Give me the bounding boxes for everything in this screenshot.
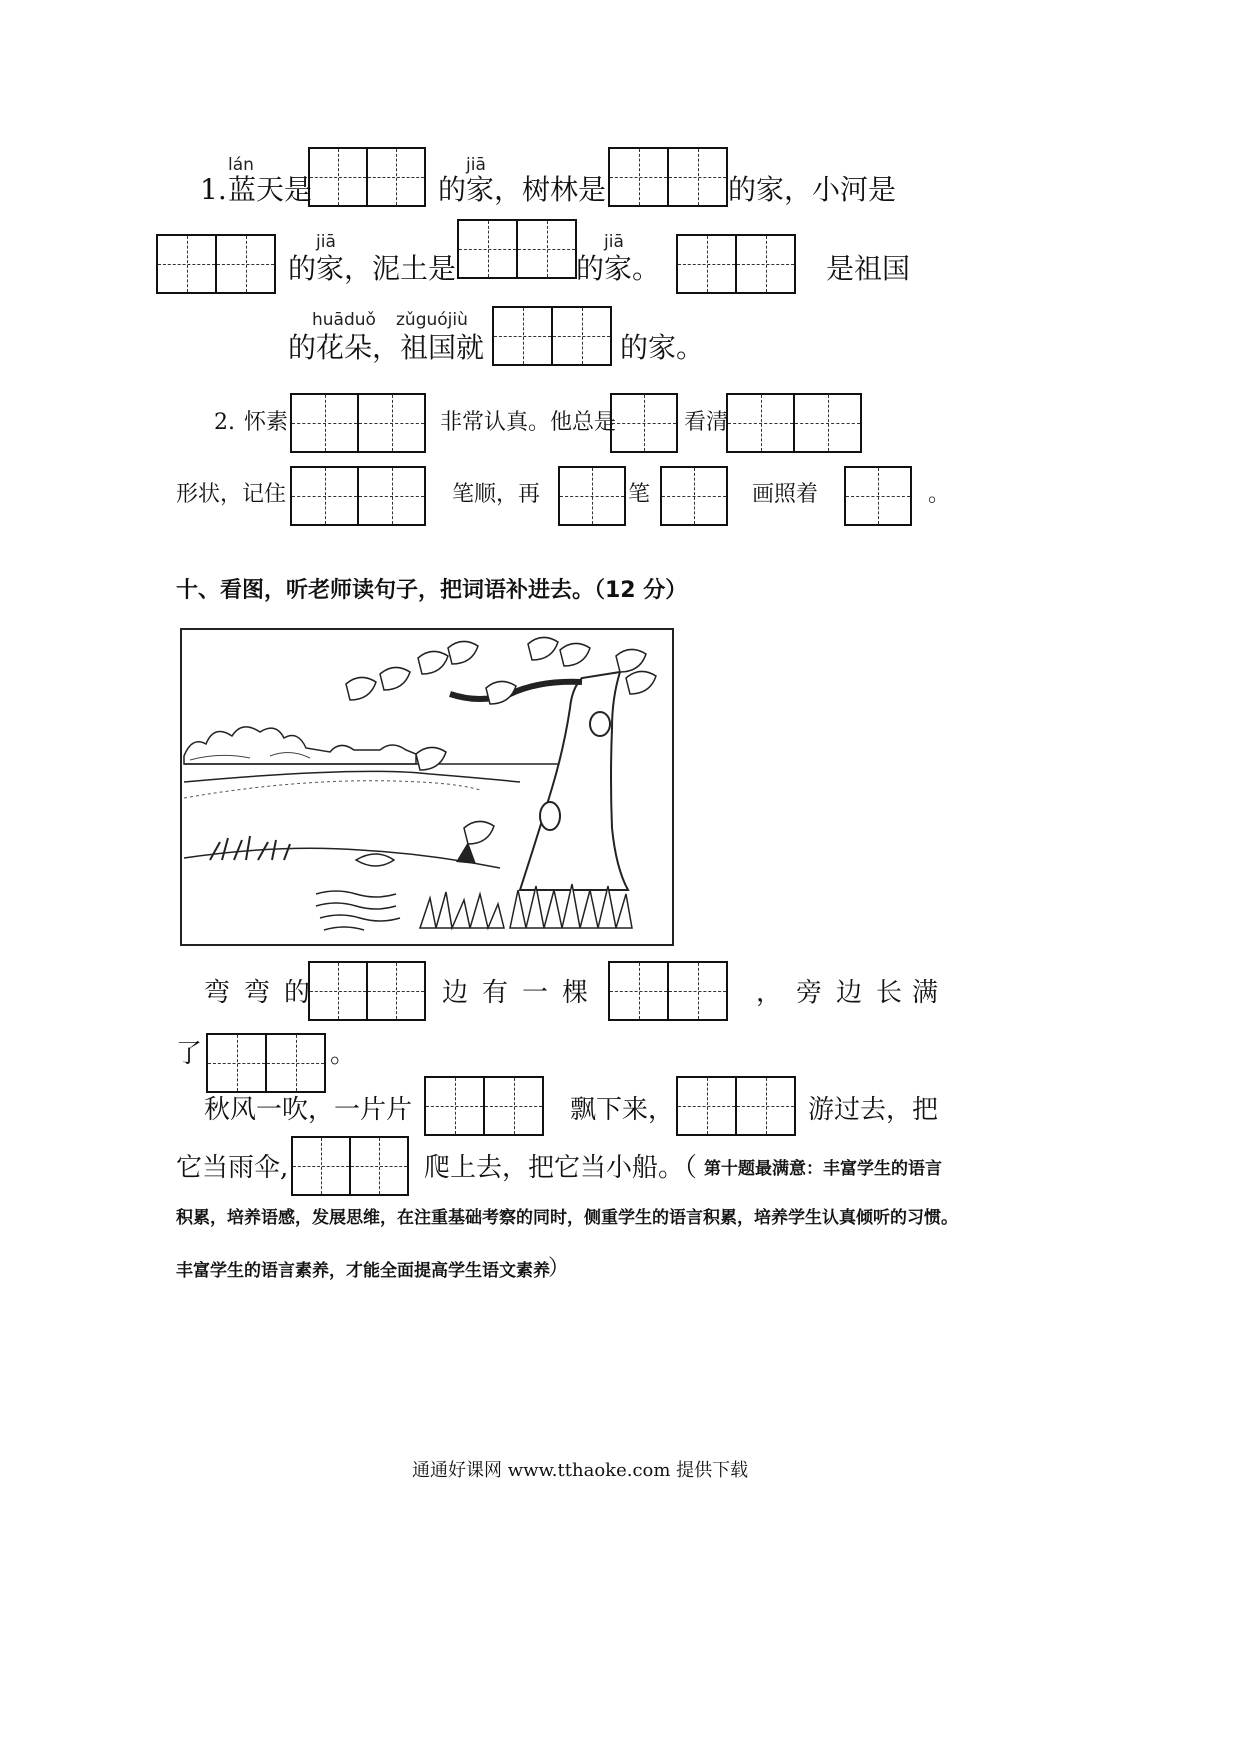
s4-text: 爬上去，把它当小船。（ <box>424 1153 698 1183</box>
writing-box[interactable] <box>308 961 426 1021</box>
section-heading: 十、看图，听老师读句子，把词语补进去。（12 分） <box>176 578 688 603</box>
writing-box[interactable] <box>290 466 426 526</box>
writing-box[interactable] <box>206 1033 326 1093</box>
writing-box[interactable] <box>676 234 796 294</box>
q1-text: 的花朵，祖国就 <box>288 331 485 364</box>
writing-box[interactable] <box>844 466 912 526</box>
writing-box[interactable] <box>492 306 612 366</box>
s3-text: 游过去，把 <box>808 1095 939 1125</box>
writing-box[interactable] <box>660 466 728 526</box>
q1-text: 的家。 <box>620 331 705 364</box>
teacher-note: 第十题最满意：丰富学生的语言 <box>704 1159 942 1179</box>
q1-number: 1. <box>200 173 227 206</box>
writing-box[interactable] <box>156 234 276 294</box>
s2-text: 。 <box>330 1039 357 1069</box>
s2-text: 了 <box>176 1039 203 1069</box>
q2-text: 看清 <box>684 410 729 435</box>
writing-box[interactable] <box>457 219 577 279</box>
q2-text: 笔 <box>628 482 651 507</box>
q2-text: 画照着 <box>752 482 819 507</box>
teacher-note: 丰富学生的语言素养，才能全面提高学生语文素养 <box>176 1261 550 1281</box>
s3-text: 秋风一吹，一片片 <box>204 1095 413 1125</box>
writing-box[interactable] <box>608 961 728 1021</box>
writing-box[interactable] <box>424 1076 544 1136</box>
pinyin-lan: lán <box>228 155 254 175</box>
q1-text: 蓝天是 <box>228 173 313 206</box>
writing-box[interactable] <box>290 393 426 453</box>
q1-text: 的家，树林是 <box>438 173 607 206</box>
s1-text: 满 <box>912 978 939 1008</box>
pinyin-jia: jiā <box>316 232 336 252</box>
q1-text: 的家，泥土是 <box>288 252 457 285</box>
s3-text: 飘下来， <box>570 1095 675 1125</box>
pinyin-jia: jiā <box>466 155 486 175</box>
q2-text: 笔顺，再 <box>452 482 541 507</box>
q2-text: 怀素 <box>244 410 289 435</box>
writing-box[interactable] <box>726 393 862 453</box>
q2-number: 2. <box>214 410 235 435</box>
q1-text: 的家，小河是 <box>728 173 897 206</box>
writing-box[interactable] <box>676 1076 796 1136</box>
teacher-note: 积累，培养语感，发展思维，在注重基础考察的同时，侧重学生的语言积累，培养学生认真倾听的习惯。 <box>176 1208 958 1228</box>
q2-text: 非常认真。他总是 <box>440 410 617 435</box>
q2-text: 形状，记住 <box>176 482 287 507</box>
writing-box[interactable] <box>610 393 678 453</box>
writing-box[interactable] <box>291 1136 409 1196</box>
writing-box[interactable] <box>308 147 426 207</box>
s4-text: 它当雨伞, <box>176 1153 289 1183</box>
s1-text: 弯弯的 <box>204 978 325 1008</box>
q2-text: 。 <box>928 482 951 507</box>
writing-box[interactable] <box>558 466 626 526</box>
footer-text: 通通好课网 www.tthaoke.com 提供下载 <box>412 1460 749 1481</box>
teacher-note-close: ） <box>548 1256 571 1281</box>
s1-text: 边有一棵 <box>442 978 603 1008</box>
q1-text: 是祖国 <box>826 252 911 285</box>
q1-text: 的家。 <box>576 252 661 285</box>
pinyin-huaduo: huāduǒ <box>312 310 376 330</box>
pinyin-jia: jiā <box>604 232 624 252</box>
pinyin-zuguojiu: zǔguójiù <box>396 310 468 330</box>
s1-text: ，旁边长 <box>756 978 917 1008</box>
scene-illustration <box>180 628 674 946</box>
writing-box[interactable] <box>608 147 728 207</box>
